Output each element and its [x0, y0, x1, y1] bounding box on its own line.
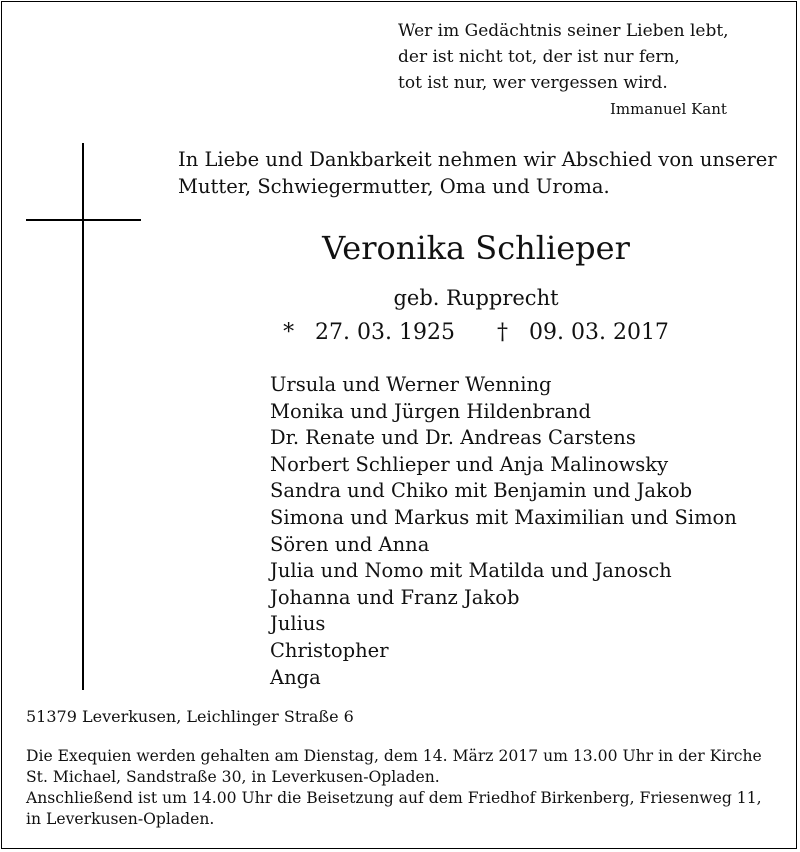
quote-line: der ist nicht tot, der ist nur fern,: [398, 47, 680, 67]
birth-date: 27. 03. 1925: [315, 320, 455, 345]
list-item: Dr. Renate und Dr. Andreas Carstens: [270, 426, 636, 450]
service-line: in Leverkusen-Opladen.: [26, 810, 215, 828]
memorial-quote: [398, 18, 729, 118]
deceased-name: Veronika Schlieper: [322, 229, 630, 267]
list-item: Julia und Nomo mit Matilda und Janosch: [270, 559, 672, 583]
family-address: 51379 Leverkusen, Leichlinger Straße 6: [26, 707, 354, 726]
life-dates: [0, 318, 800, 348]
quote-line: Wer im Gedächtnis seiner Lieben lebt,: [398, 21, 729, 41]
list-item: Anga: [270, 665, 321, 689]
service-line: St. Michael, Sandstraße 30, in Leverkusen-Opladen.: [26, 768, 440, 786]
quote-line: tot ist nur, wer vergessen wird.: [398, 73, 668, 93]
list-item: Julius: [270, 612, 326, 636]
intro-line: In Liebe und Dankbarkeit nehmen wir Abschied von unserer: [178, 148, 777, 171]
service-line: Die Exequien werden gehalten am Dienstag, dem 14. März 2017 um 13.00 Uhr in der Kirche: [26, 747, 762, 765]
list-item: Johanna und Franz Jakob: [270, 585, 520, 609]
death-date: 09. 03. 2017: [528, 320, 669, 345]
birth-symbol: *: [283, 320, 295, 345]
mourners-list: [270, 372, 737, 691]
intro-line: Mutter, Schwiegermutter, Oma und Uroma.: [178, 175, 610, 198]
list-item: Sören und Anna: [270, 532, 430, 556]
quote-author: Immanuel Kant: [610, 100, 727, 118]
list-item: Ursula und Werner Wenning: [270, 373, 552, 396]
list-item: Norbert Schlieper und Anja Malinowsky: [270, 452, 669, 476]
cross-horizontal-bar: [26, 219, 141, 221]
service-details: [26, 746, 786, 830]
list-item: Simona und Markus mit Maximilian und Simon: [270, 505, 737, 529]
list-item: Christopher: [270, 638, 389, 662]
cross-vertical-bar: [82, 143, 84, 690]
maiden-name: geb. Rupprecht: [393, 286, 559, 310]
service-line: Anschließend ist um 14.00 Uhr die Beisetzung auf dem Friedhof Birkenberg, Friesenweg 11,: [26, 789, 762, 807]
intro-text: [178, 146, 788, 200]
list-item: Monika und Jürgen Hildenbrand: [270, 399, 591, 423]
list-item: Sandra und Chiko mit Benjamin und Jakob: [270, 479, 693, 503]
death-symbol: †: [497, 320, 508, 345]
